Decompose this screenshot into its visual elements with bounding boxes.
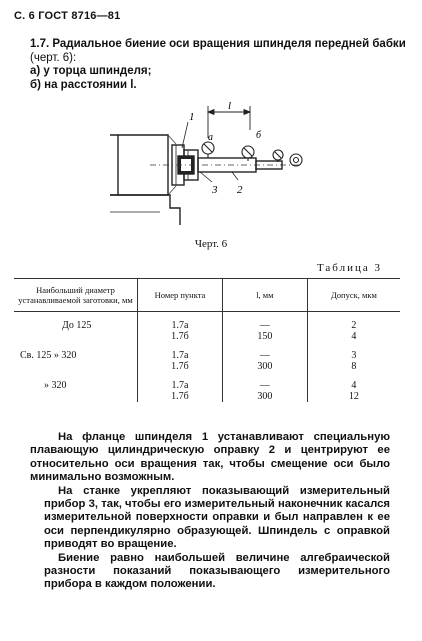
table-header-row [14, 279, 400, 312]
label-b: б [256, 130, 262, 141]
cell-l: — 150 [222, 320, 307, 342]
machine-bed [110, 195, 180, 225]
cell-tolerance: 4 12 [307, 380, 400, 402]
indicator-a [202, 142, 214, 158]
indicator-b [242, 146, 254, 161]
cell-l: — 300 [222, 380, 307, 402]
cell-tolerance: 3 8 [307, 350, 400, 372]
label-2: 2 [237, 184, 243, 196]
cell-diameter: До 125 [62, 320, 92, 331]
label-3: 3 [212, 184, 218, 196]
paragraph-2: На станке укрепляют показывающий измерительный прибор 3, так, чтобы его измерительный наконечник касался измерительной поверхности оправки и был направлен к ее оси перпендикулярно образующей. Шпиндель с оправкой приводят во вращение. [44, 484, 390, 551]
table-row [14, 350, 400, 372]
cell-diameter: » 320 [44, 380, 67, 391]
paragraph-3: Биение равно наибольшей величине алгебраической разности показаний показывающего измерительного прибора в каждом положении. [44, 551, 390, 591]
table-row [14, 320, 400, 342]
header-point: Номер пункта [138, 279, 223, 312]
label-l: l [228, 100, 232, 112]
figure-caption: Черт. 6 [194, 238, 228, 250]
indicator-d [290, 154, 302, 166]
body-text [30, 431, 390, 592]
tolerance-table [14, 278, 400, 402]
spindle-drawing [0, 100, 422, 235]
page-header: С. 6 ГОСТ 8716—81 [14, 10, 121, 22]
cell-points: 1.7а 1.7б [138, 380, 223, 402]
table-title: Таблица 3 [316, 262, 382, 274]
cell-points: 1.7а 1.7б [138, 350, 223, 372]
section-heading-ref: (черт. 6): [30, 52, 77, 64]
header-l: l, мм [222, 279, 307, 312]
section-items [30, 64, 151, 92]
indicator-c [273, 150, 283, 162]
table-row [14, 380, 400, 402]
label-a: а [208, 132, 213, 143]
cell-tolerance: 2 4 [307, 320, 400, 342]
cell-points: 1.7а 1.7б [138, 320, 223, 342]
label-1: 1 [189, 111, 195, 123]
cell-l: — 300 [222, 350, 307, 372]
header-tolerance: Допуск, мкм [307, 279, 400, 312]
section-heading [30, 37, 410, 65]
paragraph-1: На фланце шпинделя 1 устанавливают специальную плавающую цилиндрическую оправку 2 и центрируют ее относительно оси вращения так, чтобы смещение оси было минимально возможным. [30, 431, 390, 484]
cell-diameter: Св. 125 » 320 [20, 350, 77, 361]
item-b: б) на расстоянии l. [30, 79, 137, 91]
section-heading-title: 1.7. Радиальное биение оси вращения шпинделя передней бабки [30, 38, 406, 50]
header-diameter: Наибольший диаметр устанавливаемой заготовки, мм [14, 279, 138, 312]
item-a: а) у торца шпинделя; [30, 65, 152, 77]
